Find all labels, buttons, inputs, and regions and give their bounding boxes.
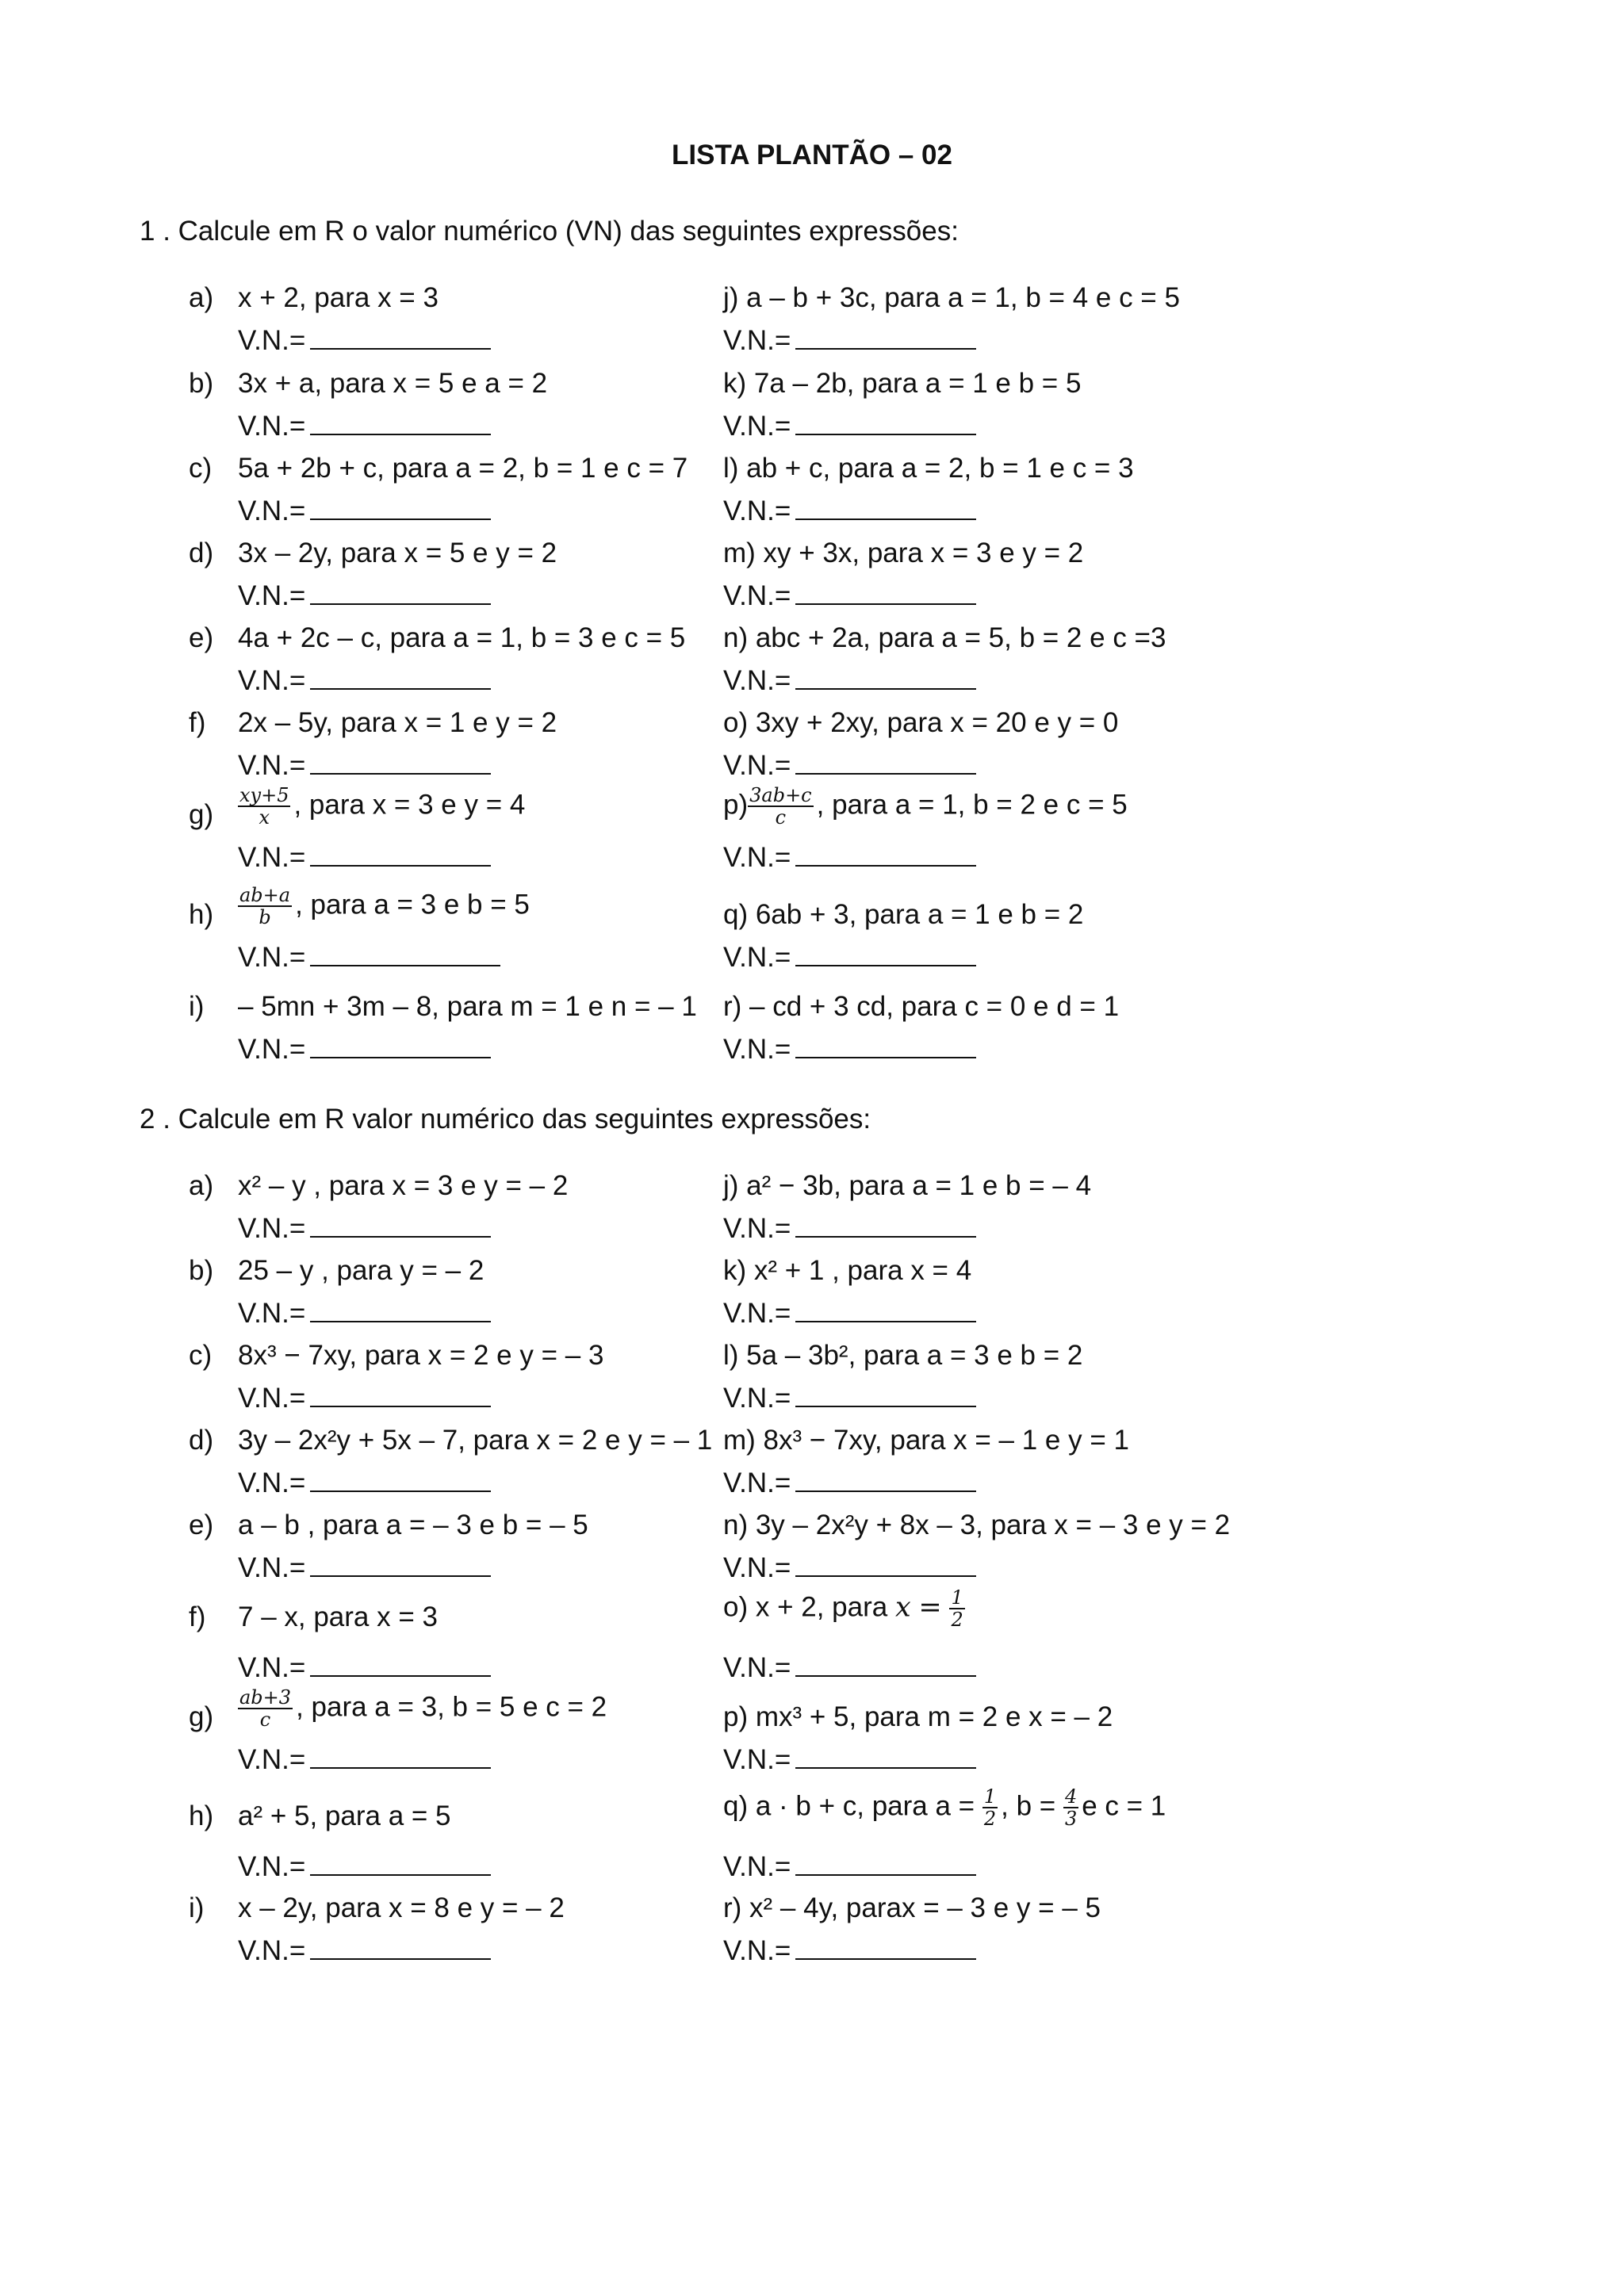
answer-blank[interactable] bbox=[310, 1934, 491, 1960]
item-expression: 4a + 2c – c, para a = 1, b = 3 e c = 5 bbox=[238, 622, 686, 653]
vn-label: V.N.= bbox=[238, 1851, 306, 1882]
answer-blank[interactable] bbox=[795, 841, 976, 867]
item-expression: $\frac{xy+5}{x}$ , para x = 3 e y = 4 bbox=[239, 784, 526, 829]
vn-label: V.N.= bbox=[723, 1935, 791, 1966]
answer-blank[interactable] bbox=[795, 1382, 976, 1407]
question-2-heading: 2 . Calcule em R valor numérico das seguintes expressões: bbox=[140, 1104, 871, 1135]
answer-blank[interactable] bbox=[795, 664, 976, 690]
item-expression: l) 5a – 3b², para a = 3 e b = 2 bbox=[723, 1340, 1083, 1371]
answer-blank[interactable] bbox=[310, 1651, 491, 1677]
vn-label: V.N.= bbox=[723, 665, 791, 696]
item-expression: $\frac{ab+3}{c}$ , para a = 3, b = 5 e c = 2 bbox=[239, 1686, 607, 1732]
item-expression: l) ab + c, para a = 2, b = 1 e c = 3 bbox=[723, 453, 1134, 484]
answer-line bbox=[723, 1651, 976, 1684]
answer-line bbox=[238, 1297, 491, 1330]
item-expression: 3y – 2x²y + 5x – 7, para x = 2 e y = – 1 bbox=[238, 1425, 713, 1456]
fraction: $\frac{4}{3}$ bbox=[1064, 1785, 1078, 1831]
answer-line bbox=[238, 1212, 491, 1245]
answer-line bbox=[238, 841, 491, 874]
item-label: e) bbox=[189, 622, 214, 653]
item-expression: m) 8x³ − 7xy, para x = – 1 e y = 1 bbox=[723, 1425, 1129, 1456]
item-expression: – 5mn + 3m – 8, para m = 1 e n = – 1 bbox=[238, 991, 697, 1022]
vn-label: V.N.= bbox=[238, 942, 306, 973]
item-expression: o) 3xy + 2xy, para x = 20 e y = 0 bbox=[723, 707, 1119, 738]
answer-blank[interactable] bbox=[310, 580, 491, 605]
vn-label: V.N.= bbox=[723, 842, 791, 873]
item-expression: r) – cd + 3 cd, para c = 0 e d = 1 bbox=[723, 991, 1120, 1022]
answer-blank[interactable] bbox=[310, 1743, 491, 1769]
answer-line bbox=[723, 324, 976, 357]
item-label: i) bbox=[189, 1892, 205, 1923]
answer-line bbox=[238, 1651, 491, 1684]
item-expression: j) a – b + 3c, para a = 1, b = 4 e c = 5 bbox=[723, 282, 1180, 313]
fraction: $\frac{ab+a}{b}$ bbox=[239, 884, 291, 929]
item-expression: a – b , para a = – 3 e b = – 5 bbox=[238, 1510, 588, 1540]
item-expression: x² – y , para x = 3 e y = – 2 bbox=[238, 1170, 569, 1201]
answer-line bbox=[238, 1850, 491, 1883]
answer-blank[interactable] bbox=[310, 841, 491, 867]
item-label: a) bbox=[189, 282, 214, 313]
item-label: d) bbox=[189, 1425, 214, 1456]
vn-label: V.N.= bbox=[238, 842, 306, 873]
answer-line bbox=[723, 1467, 976, 1499]
item-expression: 3x – 2y, para x = 5 e y = 2 bbox=[238, 538, 557, 568]
answer-blank[interactable] bbox=[795, 410, 976, 435]
vn-label: V.N.= bbox=[723, 496, 791, 526]
answer-line bbox=[238, 1743, 491, 1776]
item-expression: p) mx³ + 5, para m = 2 e x = – 2 bbox=[723, 1701, 1113, 1732]
answer-line bbox=[723, 410, 976, 442]
answer-blank[interactable] bbox=[795, 580, 976, 605]
item-label: c) bbox=[189, 1340, 213, 1371]
vn-label: V.N.= bbox=[723, 580, 791, 611]
vn-label: V.N.= bbox=[723, 1851, 791, 1882]
vn-label: V.N.= bbox=[238, 1744, 306, 1775]
item-label: f) bbox=[189, 707, 206, 738]
answer-blank[interactable] bbox=[795, 1934, 976, 1960]
item-expression: 7 – x, para x = 3 bbox=[238, 1601, 438, 1632]
item-expression: x + 2, para x = 3 bbox=[238, 282, 439, 313]
vn-label: V.N.= bbox=[723, 1383, 791, 1414]
answer-line bbox=[238, 1934, 491, 1967]
answer-blank[interactable] bbox=[795, 1743, 976, 1769]
item-expression: k) 7a – 2b, para a = 1 e b = 5 bbox=[723, 368, 1082, 399]
answer-blank[interactable] bbox=[310, 664, 491, 690]
answer-blank[interactable] bbox=[310, 1552, 491, 1577]
vn-label: V.N.= bbox=[238, 1298, 306, 1329]
item-expression: 2x – 5y, para x = 1 e y = 2 bbox=[238, 707, 557, 738]
answer-blank[interactable] bbox=[795, 941, 976, 966]
vn-label: V.N.= bbox=[238, 1034, 306, 1065]
answer-blank[interactable] bbox=[795, 495, 976, 520]
vn-label: V.N.= bbox=[723, 1744, 791, 1775]
item-expression: m) xy + 3x, para x = 3 e y = 2 bbox=[723, 538, 1084, 568]
answer-blank[interactable] bbox=[795, 1552, 976, 1577]
item-expression: j) a² − 3b, para a = 1 e b = – 4 bbox=[723, 1170, 1092, 1201]
answer-line bbox=[238, 495, 491, 527]
answer-blank[interactable] bbox=[795, 1212, 976, 1238]
item-label: i) bbox=[189, 991, 205, 1022]
answer-line bbox=[238, 324, 491, 357]
vn-label: V.N.= bbox=[238, 1213, 306, 1244]
fraction: $\frac{1}{2}$ bbox=[951, 1586, 963, 1632]
answer-line bbox=[238, 410, 491, 442]
item-expression: q) a · b + c, para a = $\frac{1}{2}$ , b = $\frac{4}{3}$ e c = 1 bbox=[723, 1785, 1166, 1831]
fraction: $\frac{ab+3}{c}$ bbox=[239, 1686, 292, 1732]
answer-blank[interactable] bbox=[795, 1467, 976, 1492]
answer-line bbox=[723, 1212, 976, 1245]
answer-line bbox=[723, 1934, 976, 1967]
vn-label: V.N.= bbox=[723, 411, 791, 442]
item-label: b) bbox=[189, 1255, 214, 1286]
vn-label: V.N.= bbox=[238, 411, 306, 442]
fraction: $\frac{3ab+c}{c}$ bbox=[749, 784, 812, 829]
answer-line bbox=[723, 580, 976, 612]
answer-line bbox=[723, 841, 976, 874]
answer-blank[interactable] bbox=[310, 324, 491, 350]
answer-blank[interactable] bbox=[310, 749, 491, 775]
answer-blank[interactable] bbox=[795, 1850, 976, 1876]
vn-label: V.N.= bbox=[723, 942, 791, 973]
fraction: $\frac{xy+5}{x}$ bbox=[239, 784, 289, 829]
answer-line bbox=[723, 1033, 976, 1066]
answer-blank[interactable] bbox=[310, 941, 500, 966]
vn-label: V.N.= bbox=[723, 325, 791, 356]
answer-line bbox=[238, 580, 491, 612]
answer-line bbox=[723, 495, 976, 527]
item-label: d) bbox=[189, 538, 214, 568]
item-expression: 5a + 2b + c, para a = 2, b = 1 e c = 7 bbox=[238, 453, 688, 484]
item-label: h) bbox=[189, 899, 214, 930]
vn-label: V.N.= bbox=[238, 750, 306, 781]
item-expression: 8x³ − 7xy, para x = 2 e y = – 3 bbox=[238, 1340, 604, 1371]
item-expression: r) x² – 4y, parax = – 3 e y = – 5 bbox=[723, 1892, 1101, 1923]
item-expression: n) abc + 2a, para a = 5, b = 2 e c =3 bbox=[723, 622, 1166, 653]
answer-blank[interactable] bbox=[795, 749, 976, 775]
item-expression: n) 3y – 2x²y + 8x – 3, para x = – 3 e y = 2 bbox=[723, 1510, 1231, 1540]
question-1-heading: 1 . Calcule em R o valor numérico (VN) das seguintes expressões: bbox=[140, 216, 959, 247]
answer-line bbox=[723, 664, 976, 697]
answer-line bbox=[238, 1382, 491, 1414]
item-expression: 25 – y , para y = – 2 bbox=[238, 1255, 485, 1286]
item-label: b) bbox=[189, 368, 214, 399]
item-expression: $\frac{ab+a}{b}$ , para a = 3 e b = 5 bbox=[239, 884, 530, 929]
answer-line bbox=[723, 1382, 976, 1414]
item-label: f) bbox=[189, 1601, 206, 1632]
answer-line bbox=[238, 1552, 491, 1584]
page-title: LISTA PLANTÃO – 02 bbox=[672, 140, 952, 170]
answer-blank[interactable] bbox=[310, 1467, 491, 1492]
answer-blank[interactable] bbox=[310, 1212, 491, 1238]
item-expression: x – 2y, para x = 8 e y = – 2 bbox=[238, 1892, 565, 1923]
answer-line bbox=[723, 1552, 976, 1584]
item-expression: a² + 5, para a = 5 bbox=[238, 1800, 451, 1831]
vn-label: V.N.= bbox=[238, 665, 306, 696]
item-label: a) bbox=[189, 1170, 214, 1201]
item-label: e) bbox=[189, 1510, 214, 1540]
answer-line bbox=[238, 1467, 491, 1499]
answer-line bbox=[723, 1743, 976, 1776]
answer-line bbox=[238, 664, 491, 697]
answer-line bbox=[723, 749, 976, 782]
item-label: g) bbox=[189, 799, 214, 830]
item-expression: k) x² + 1 , para x = 4 bbox=[723, 1255, 972, 1286]
answer-blank[interactable] bbox=[310, 495, 491, 520]
vn-label: V.N.= bbox=[238, 1468, 306, 1498]
vn-label: V.N.= bbox=[238, 1652, 306, 1683]
vn-label: V.N.= bbox=[238, 325, 306, 356]
fraction: $\frac{1}{2}$ bbox=[983, 1785, 997, 1831]
answer-blank[interactable] bbox=[310, 1297, 491, 1322]
answer-blank[interactable] bbox=[310, 410, 491, 435]
answer-line bbox=[723, 941, 976, 974]
item-label: h) bbox=[189, 1800, 214, 1831]
answer-blank[interactable] bbox=[795, 1651, 976, 1677]
answer-blank[interactable] bbox=[310, 1850, 491, 1876]
item-expression: p) $\frac{3ab+c}{c}$ , para a = 1, b = 2 e c = 5 bbox=[723, 784, 1128, 829]
vn-label: V.N.= bbox=[238, 496, 306, 526]
answer-line bbox=[238, 1033, 491, 1066]
answer-line bbox=[723, 1297, 976, 1330]
vn-label: V.N.= bbox=[238, 580, 306, 611]
item-label: g) bbox=[189, 1701, 214, 1732]
answer-blank[interactable] bbox=[795, 1297, 976, 1322]
answer-line bbox=[723, 1850, 976, 1883]
vn-label: V.N.= bbox=[723, 1213, 791, 1244]
answer-blank[interactable] bbox=[310, 1033, 491, 1058]
vn-label: V.N.= bbox=[723, 1468, 791, 1498]
answer-blank[interactable] bbox=[795, 324, 976, 350]
vn-label: V.N.= bbox=[238, 1935, 306, 1966]
answer-line bbox=[238, 749, 491, 782]
vn-label: V.N.= bbox=[723, 1552, 791, 1583]
vn-label: V.N.= bbox=[238, 1552, 306, 1583]
vn-label: V.N.= bbox=[723, 1652, 791, 1683]
vn-label: V.N.= bbox=[238, 1383, 306, 1414]
answer-blank[interactable] bbox=[310, 1382, 491, 1407]
answer-line bbox=[238, 941, 500, 974]
item-label: c) bbox=[189, 453, 213, 484]
item-expression: q) 6ab + 3, para a = 1 e b = 2 bbox=[723, 899, 1084, 930]
vn-label: V.N.= bbox=[723, 750, 791, 781]
vn-label: V.N.= bbox=[723, 1298, 791, 1329]
item-expression: 3x + a, para x = 5 e a = 2 bbox=[238, 368, 548, 399]
vn-label: V.N.= bbox=[723, 1034, 791, 1065]
item-expression: o) x + 2, para x = $\frac{1}{2}$ bbox=[723, 1586, 963, 1632]
answer-blank[interactable] bbox=[795, 1033, 976, 1058]
